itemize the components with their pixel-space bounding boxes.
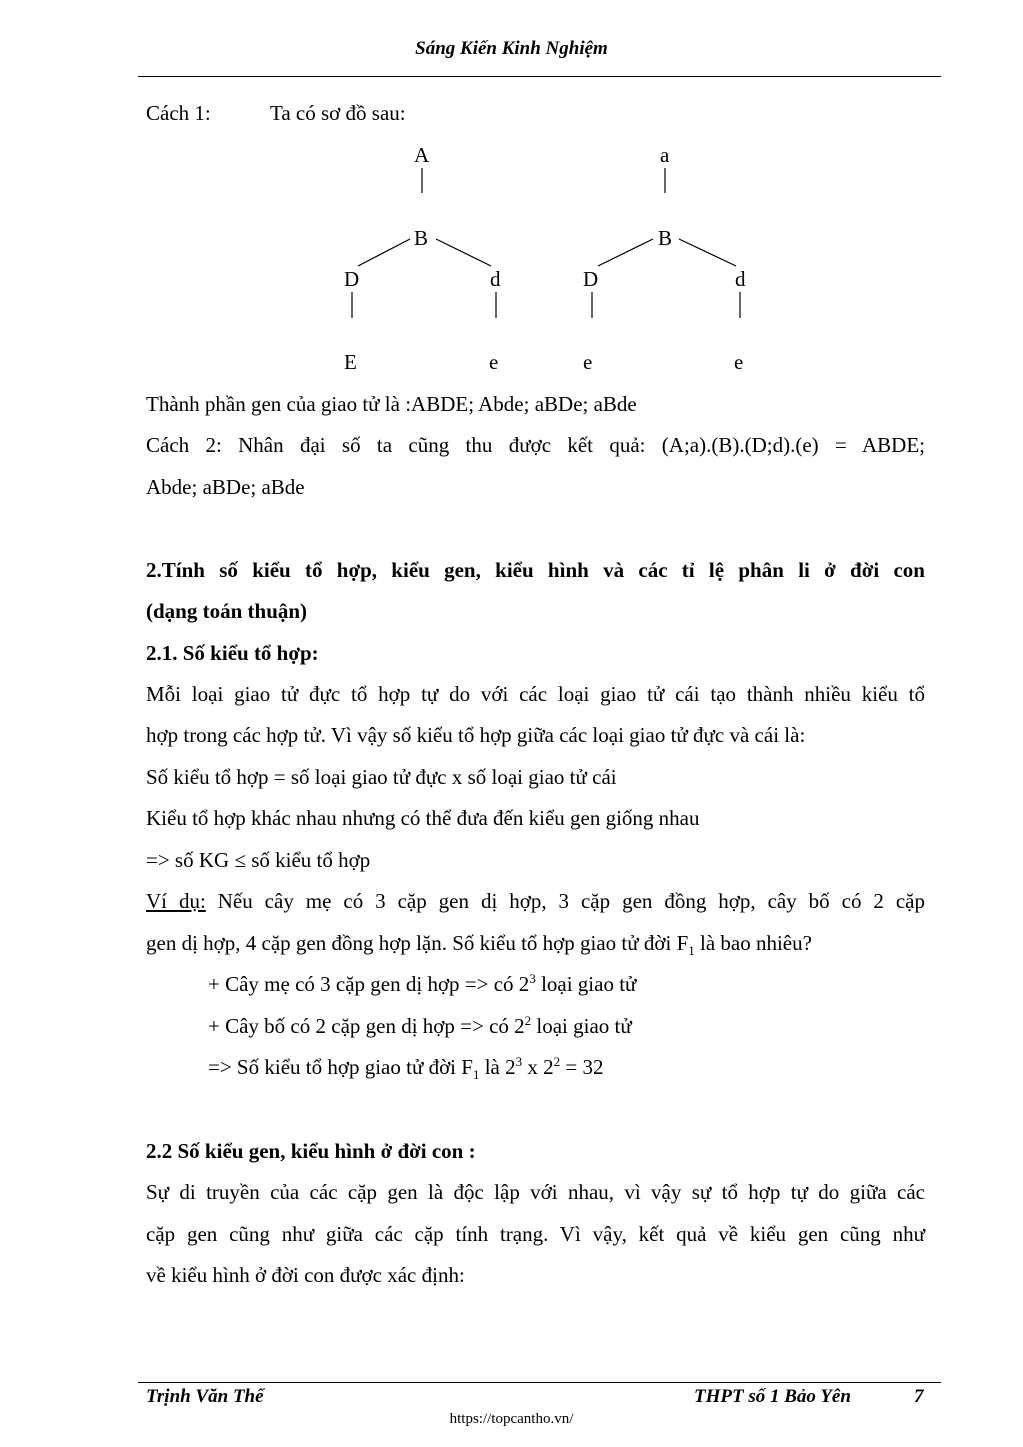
diagram-line <box>358 239 410 266</box>
cach2-line-1: Cách 2: Nhân đại số ta cũng thu được kết quả: (A;a).(B).(D;d).(e) = ABDE; <box>146 433 925 457</box>
cach2-line-2: Abde; aBDe; aBde <box>146 475 305 499</box>
result-text: x 2 <box>522 1055 554 1079</box>
paragraph-line: hợp trong các hợp tử. Vì vậy số kiểu tổ hợp giữa các loại giao tử đực và cái là: <box>146 723 806 747</box>
bullet-line-2 <box>208 1013 987 1039</box>
footer-school: THPT số 1 Bảo Yên <box>694 1386 851 1407</box>
paragraph-line: cặp gen cũng như giữa các cặp tính trạng. Vì vậy, kết quả về kiểu gen cũng như <box>146 1222 925 1246</box>
node-d-left: d <box>490 267 501 291</box>
superscript: 2 <box>524 1013 532 1028</box>
example-line-2 <box>146 930 925 959</box>
footer-page-number: 7 <box>914 1386 924 1407</box>
paragraph-line: Kiểu tổ hợp khác nhau nhưng có thể đưa đến kiểu gen giống nhau <box>146 806 700 830</box>
diagram-line <box>679 239 736 266</box>
superscript: 2 <box>553 1054 561 1069</box>
page-header-title: Sáng Kiến Kinh Nghiệm <box>415 38 608 59</box>
node-D-right: D <box>583 267 599 291</box>
footer-rule <box>138 1382 941 1383</box>
result-text: => Số kiểu tổ hợp giao tử đời F <box>208 1055 473 1079</box>
node-B-left: B <box>414 226 429 250</box>
bullet-text: loại giao tử <box>531 1014 632 1038</box>
node-e-2: e <box>583 350 593 374</box>
gamete-composition: Thành phần gen của giao tử là :ABDE; Abde; aBDe; aBde <box>146 392 637 416</box>
result-text: = 32 <box>560 1055 604 1079</box>
example-text: gen dị hợp, 4 cặp gen đồng hợp lặn. Số kiểu tổ hợp giao tử đời F <box>146 931 689 955</box>
superscript: 3 <box>515 1054 523 1069</box>
result-line <box>208 1054 987 1083</box>
header-rule <box>138 76 941 77</box>
node-E: E <box>344 350 357 374</box>
footer-url[interactable]: https://topcantho.vn/ <box>449 1411 574 1427</box>
section-heading-2-2: 2.2 Số kiểu gen, kiểu hình ở đời con : <box>146 1139 476 1163</box>
subscript: 1 <box>472 1067 480 1083</box>
footer-author: Trịnh Văn Thể <box>146 1386 264 1407</box>
node-e-3: e <box>734 350 744 374</box>
cach1-text: Ta có sơ đồ sau: <box>270 101 406 125</box>
section-heading-2-1: 2.1. Số kiểu tổ hợp: <box>146 641 319 665</box>
node-d-right: d <box>735 267 746 291</box>
cach1-label: Cách 1: <box>146 101 211 125</box>
result-text: là 2 <box>479 1055 516 1079</box>
node-e-1: e <box>489 350 499 374</box>
paragraph-line: Mỗi loại giao tử đực tổ hợp tự do với các loại giao tử cái tạo thành nhiều kiểu tổ <box>146 682 925 706</box>
inequality-line: => số KG ≤ số kiểu tổ hợp <box>146 848 371 872</box>
paragraph-line: về kiểu hình ở đời con được xác định: <box>146 1263 465 1287</box>
node-B-right: B <box>658 226 673 250</box>
bullet-text: + Cây bố có 2 cặp gen dị hợp => có 2 <box>208 1014 525 1038</box>
example-text: là bao nhiêu? <box>694 931 812 955</box>
bullet-text: + Cây mẹ có 3 cặp gen dị hợp => có 2 <box>208 972 530 996</box>
example-text: Nếu cây mẹ có 3 cặp gen dị hợp, 3 cặp gen đồng hợp, cây bố có 2 cặp <box>205 889 925 913</box>
subscript: 1 <box>688 943 695 959</box>
section-heading-2-cont: (dạng toán thuận) <box>146 599 308 623</box>
example-line-1 <box>146 888 925 914</box>
node-A: A <box>414 143 430 167</box>
node-D-left: D <box>344 267 360 291</box>
diagram-line <box>598 239 653 266</box>
formula-line: Số kiểu tổ hợp = số loại giao tử đực x số loại giao tử cái <box>146 765 617 789</box>
node-a: a <box>660 143 670 167</box>
superscript: 3 <box>529 971 536 986</box>
section-heading-2: 2.Tính số kiểu tổ hợp, kiểu gen, kiểu hình và các tỉ lệ phân li ở đời con <box>146 558 925 582</box>
cach1-line <box>146 100 925 126</box>
diagram-line <box>436 239 491 266</box>
example-label: Ví dụ: <box>146 889 206 913</box>
paragraph-line: Sự di truyền của các cặp gen là độc lập với nhau, vì vậy sự tổ hợp tự do giữa các <box>146 1180 925 1204</box>
bullet-line-1 <box>208 971 987 997</box>
bullet-text: loại giao tử <box>535 972 637 996</box>
